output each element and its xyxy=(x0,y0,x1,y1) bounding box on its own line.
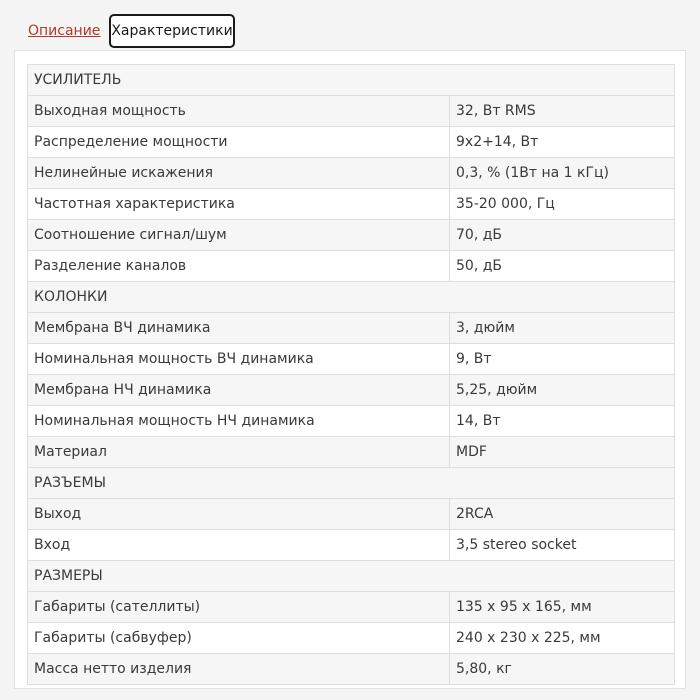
spec-name: Номинальная мощность НЧ динамика xyxy=(28,406,450,437)
spec-row xyxy=(28,623,675,654)
spec-row xyxy=(28,220,675,251)
spec-value: MDF xyxy=(450,437,675,468)
section-title: КОЛОНКИ xyxy=(28,282,675,313)
spec-value: 135 x 95 x 165, мм xyxy=(450,592,675,623)
spec-name: Выход xyxy=(28,499,450,530)
spec-row xyxy=(28,437,675,468)
tab-description[interactable]: Описание xyxy=(28,23,101,39)
specs-panel xyxy=(14,50,686,689)
spec-row xyxy=(28,375,675,406)
spec-row xyxy=(28,189,675,220)
spec-row xyxy=(28,406,675,437)
section-header-row xyxy=(28,65,675,96)
spec-value: 9, Вт xyxy=(450,344,675,375)
spec-value: 14, Вт xyxy=(450,406,675,437)
spec-name: Выходная мощность xyxy=(28,96,450,127)
spec-value: 5,25, дюйм xyxy=(450,375,675,406)
specs-table xyxy=(27,64,675,685)
section-header-row xyxy=(28,561,675,592)
spec-name: Распределение мощности xyxy=(28,127,450,158)
spec-name: Номинальная мощность ВЧ динамика xyxy=(28,344,450,375)
spec-row xyxy=(28,96,675,127)
spec-row xyxy=(28,127,675,158)
spec-row xyxy=(28,344,675,375)
spec-name: Вход xyxy=(28,530,450,561)
spec-name: Материал xyxy=(28,437,450,468)
section-header-row xyxy=(28,282,675,313)
spec-value: 32, Вт RMS xyxy=(450,96,675,127)
section-title: УСИЛИТЕЛЬ xyxy=(28,65,675,96)
spec-row xyxy=(28,530,675,561)
tab-bar xyxy=(0,0,700,52)
section-header-row xyxy=(28,468,675,499)
spec-row xyxy=(28,158,675,189)
spec-name: Частотная характеристика xyxy=(28,189,450,220)
spec-name: Мембрана НЧ динамика xyxy=(28,375,450,406)
spec-name: Габариты (сателлиты) xyxy=(28,592,450,623)
spec-name: Разделение каналов xyxy=(28,251,450,282)
spec-name: Масса нетто изделия xyxy=(28,654,450,685)
tab-specs[interactable]: Характеристики xyxy=(109,14,235,48)
spec-value: 0,3, % (1Вт на 1 кГц) xyxy=(450,158,675,189)
spec-value: 70, дБ xyxy=(450,220,675,251)
spec-row xyxy=(28,251,675,282)
spec-row xyxy=(28,654,675,685)
spec-value: 240 x 230 x 225, мм xyxy=(450,623,675,654)
spec-value: 5,80, кг xyxy=(450,654,675,685)
section-title: РАЗЪЕМЫ xyxy=(28,468,675,499)
spec-value: 9x2+14, Вт xyxy=(450,127,675,158)
spec-value: 3, дюйм xyxy=(450,313,675,344)
spec-value: 2RCA xyxy=(450,499,675,530)
spec-value: 35-20 000, Гц xyxy=(450,189,675,220)
spec-name: Мембрана ВЧ динамика xyxy=(28,313,450,344)
spec-value: 3,5 stereo socket xyxy=(450,530,675,561)
spec-name: Нелинейные искажения xyxy=(28,158,450,189)
spec-row xyxy=(28,499,675,530)
spec-name: Габариты (сабвуфер) xyxy=(28,623,450,654)
spec-row xyxy=(28,313,675,344)
spec-row xyxy=(28,592,675,623)
section-title: РАЗМЕРЫ xyxy=(28,561,675,592)
spec-name: Соотношение сигнал/шум xyxy=(28,220,450,251)
spec-value: 50, дБ xyxy=(450,251,675,282)
